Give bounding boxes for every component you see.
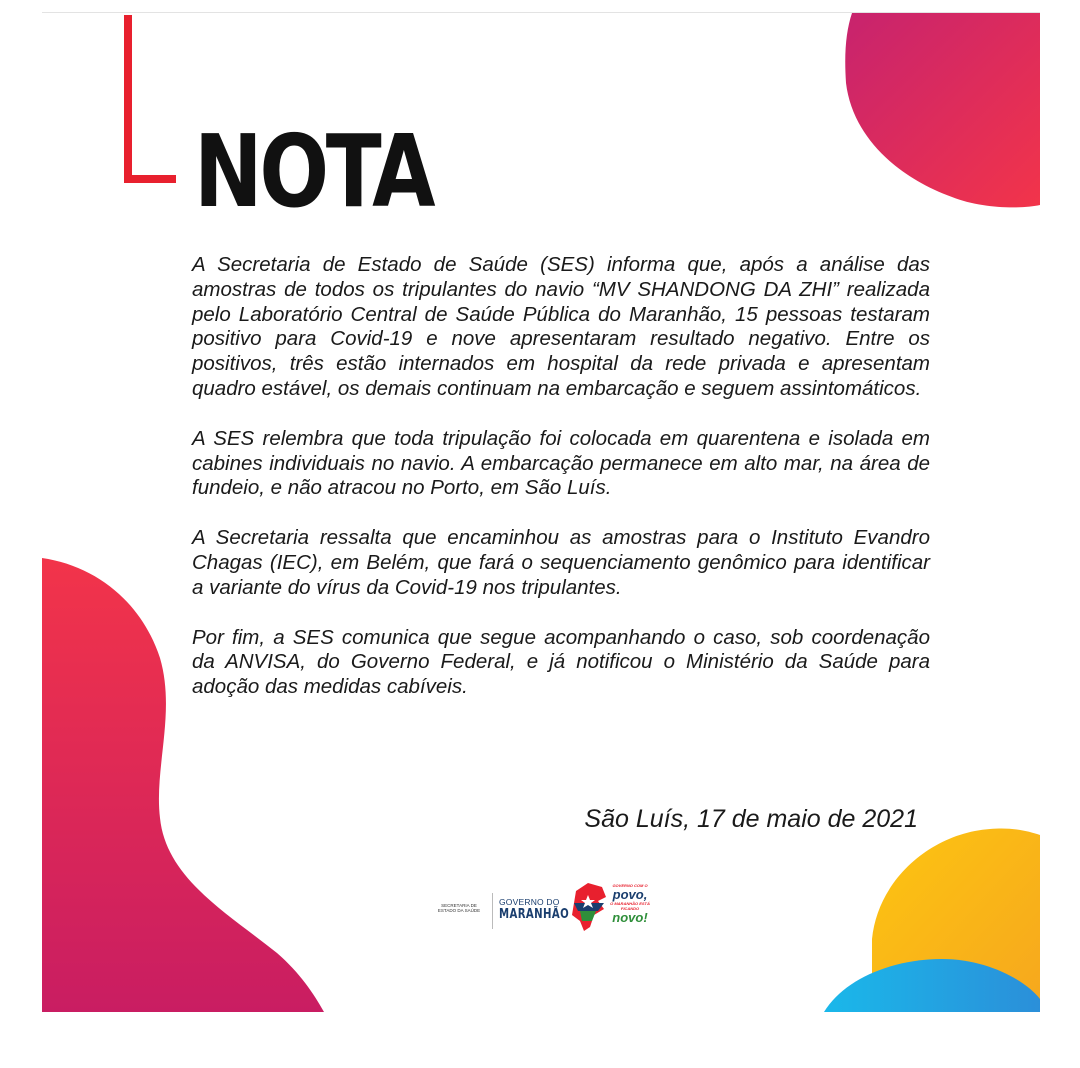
government-logo-line1: GOVERNO DO: [499, 897, 560, 907]
paragraph: A Secretaria de Estado de Saúde (SES) informa que, após a análise das amostras de todos os tripulantes do navio “MV SHANDONG DA ZHI” realizada pelo Laboratório Central de Saúde Pública do Maranhão, 15 pessoas testaram positivo para Covid-19 e nove apresentaram resultado negativo. Entre os positivos, três estão internados em hospital da rede privada e apresentam quadro estável, os demais continuam na embarcação e seguem assintomáticos.: [192, 253, 930, 400]
slogan-middle: O MARANHÃO ESTÁ FICANDO: [610, 901, 650, 911]
note-body: [192, 253, 930, 725]
slogan-logo: [610, 883, 650, 924]
slogan-bottom: novo!: [612, 910, 648, 925]
page-title: NOTA: [194, 113, 433, 230]
ses-logo-text: SECRETARIA DE ESTADO DA SAÚDE: [437, 903, 481, 913]
paragraph: A SES relembra que toda tripulação foi colocada em quarentena e isolada em cabines individuais no navio. A embarcação permanece em alto mar, na área de fundeio, e não atracou no Porto, em São Luís.: [192, 426, 930, 500]
slogan-povo: povo,: [612, 887, 648, 902]
government-logo-line2: MARANHÃO: [499, 907, 570, 922]
title-accent-vertical: [124, 15, 132, 183]
slogan-top: GOVERNO COM O: [612, 883, 648, 888]
top-right-blob: [822, 13, 1040, 213]
maranhao-map-icon: [568, 881, 608, 933]
footer-logos: [432, 879, 652, 941]
paragraph: A Secretaria ressalta que encaminhou as amostras para o Instituto Evandro Chagas (IEC), em Belém, que fará o sequenciamento genômico para identificar a variante do vírus da Covid-19 nos tripulantes.: [192, 526, 930, 599]
signature-date: São Luís, 17 de maio de 2021: [584, 805, 918, 833]
logo-divider: [492, 893, 493, 929]
title-accent-horizontal: [124, 175, 176, 183]
bottom-right-blob: [782, 819, 1040, 1012]
paragraph: Por fim, a SES comunica que segue acompanhando o caso, sob coordenação da ANVISA, do Governo Federal, e já notificou o Ministério da Saúde para adoção das medidas cabíveis.: [192, 625, 930, 699]
note-card: [42, 13, 1040, 1012]
